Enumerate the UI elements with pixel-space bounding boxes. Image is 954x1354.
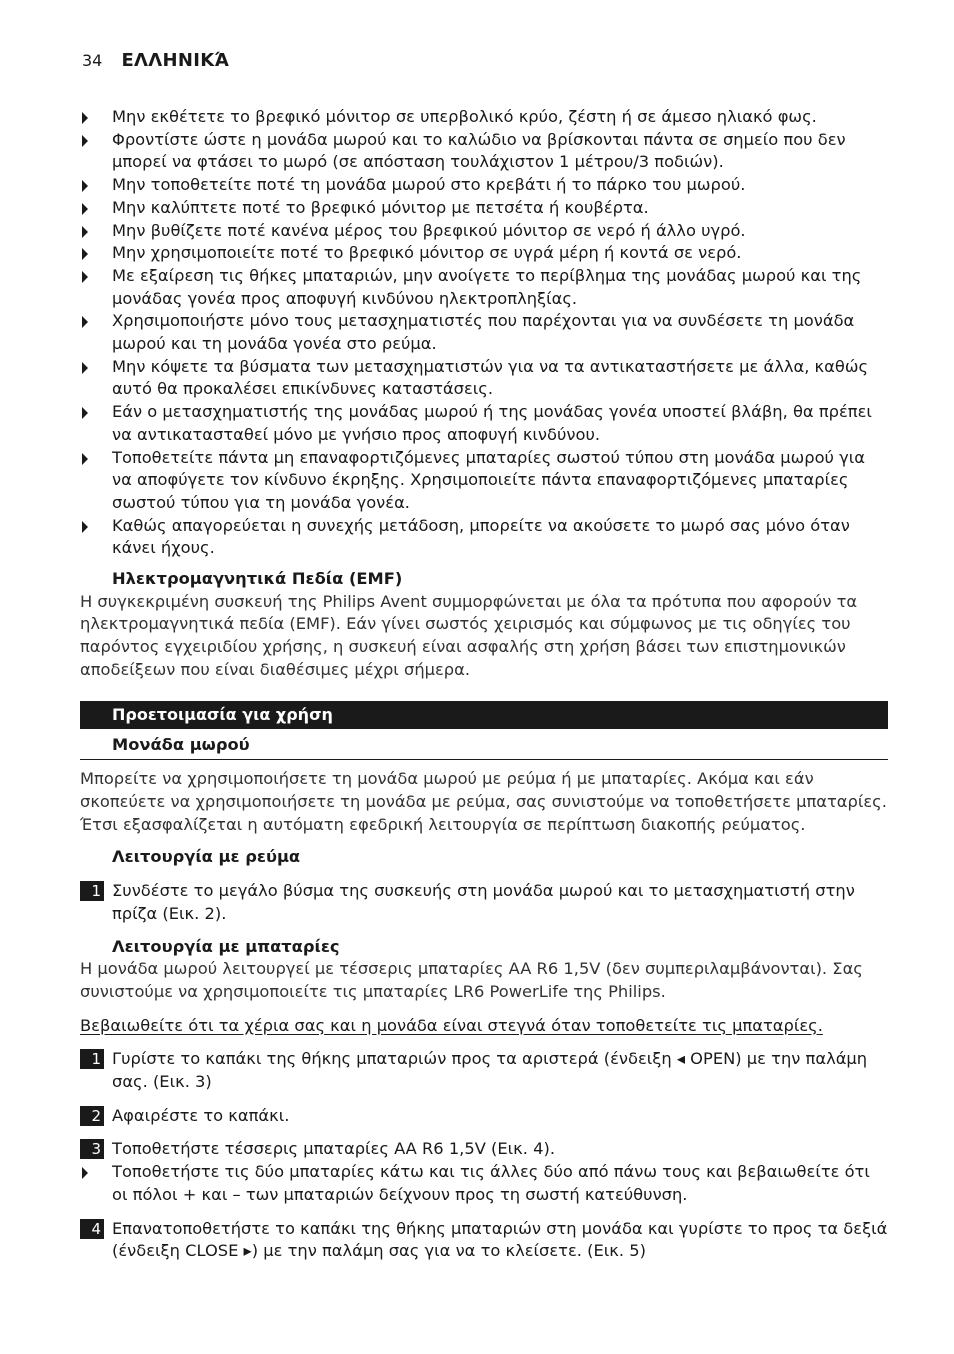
mains-heading: Λειτουργία με ρεύμα: [112, 847, 301, 867]
list-item: Μην κόψετε τα βύσματα των μετασχηματιστών για να τα αντικαταστήσετε με άλλα, καθώς αυτό θα προκαλέσει επικίνδυνες καταστάσεις.: [80, 356, 888, 401]
page-header: [82, 50, 229, 74]
page-number: 34: [82, 51, 103, 70]
section-title: Προετοιμασία για χρήση: [80, 701, 888, 729]
emf-heading: Ηλεκτρομαγνητικά Πεδία (EMF): [112, 569, 403, 589]
bullet-icon: [82, 362, 88, 374]
bullet-icon: [82, 112, 88, 124]
baby-unit-text: Μπορείτε να χρησιμοποιήσετε τη μονάδα μωρού με ρεύμα ή με μπαταρίες. Ακόμα και εάν σκοπεύετε να χρησιμοποιήσετε τη μονάδα με ρεύμα, σας συνιστούμε να τοποθετήσετε μπαταρίες. Έτσι εξασφαλίζεται η αυτόματη εφεδρική λειτουργία σε περίπτωση διακοπής ρεύματος.: [80, 769, 887, 834]
battery-warning: Βεβαιωθείτε ότι τα χέρια σας και η μονάδα είναι στεγνά όταν τοποθετείτε τις μπαταρίες.: [80, 1015, 823, 1035]
bullet-icon: [82, 203, 88, 215]
step-text: Αφαιρέστε το καπάκι.: [112, 1105, 290, 1125]
emf-text: Η συγκεκριμένη συσκευή της Philips Avent συμμορφώνεται με όλα τα πρότυπα που αφορούν τα ηλεκτρομαγνητικά πεδία (EMF). Εάν γίνει σωστός χειρισμός και σύμφωνος με τις οδηγίες του παρόντος εγχειριδίου χρήσης, η συσκευή είναι ασφαλής στη χρήση βάσει των επιστημονικών αποδείξεων που είναι διαθέσιμες μέχρι σήμερα.: [80, 591, 858, 679]
language-title: ΕΛΛΗΝΙΚΆ: [121, 50, 230, 71]
step-number: 1: [80, 881, 104, 901]
battery-step-4: [80, 1218, 888, 1263]
list-item: Με εξαίρεση τις θήκες μπαταριών, μην ανοίγετε το περίβλημα της μονάδας μωρού και της μονάδας γονέα προς αποφυγή κινδύνου ηλεκτροπληξίας.: [80, 265, 888, 310]
baby-unit-heading: Μονάδα μωρού: [80, 734, 888, 761]
list-item: Καθώς απαγορεύεται η συνεχής μετάδοση, μπορείτε να ακούσετε το μωρό σας μόνο όταν κάνει ήχους.: [80, 515, 888, 560]
page-content: [80, 106, 888, 1263]
list-item: Μην εκθέτετε το βρεφικό μόνιτορ σε υπερβολικό κρύο, ζέστη ή σε άμεσο ηλιακό φως.: [80, 106, 888, 129]
bullet-icon: [82, 1167, 88, 1179]
bullet-icon: [82, 521, 88, 533]
bullet-icon: [82, 248, 88, 260]
list-item: Τοποθετείτε πάντα μη επαναφορτιζόμενες μπαταρίες σωστού τύπου στη μονάδα μωρού για να αποφύγετε τον κίνδυνο έκρηξης. Χρησιμοποιείτε πάντα επαναφορτιζόμενες μπαταρίες σωστού τύπου για τη μονάδα γονέα.: [80, 447, 888, 515]
mains-step: [80, 880, 888, 925]
step-text: Επανατοποθετήστε το καπάκι της θήκης μπαταριών στη μονάδα και γυρίστε το προς τα δεξιά (ένδειξη CLOSE ▸) με την παλάμη σας για να το κλείσετε. (Εικ. 5): [112, 1218, 888, 1261]
battery-text: Η μονάδα μωρού λειτουργεί με τέσσερις μπαταρίες AA R6 1,5V (δεν συμπεριλαμβάνονται). Σας συνιστούμε να χρησιμοποιείτε τις μπαταρίες LR6 PowerLife της Philips.: [80, 959, 863, 1001]
bullet-icon: [82, 316, 88, 328]
battery-step-1: [80, 1048, 888, 1093]
bullet-icon: [82, 407, 88, 419]
bullet-icon: [82, 226, 88, 238]
safety-list: [80, 106, 888, 560]
list-item: Μην τοποθετείτε ποτέ τη μονάδα μωρού στο κρεβάτι ή το πάρκο του μωρού.: [80, 174, 888, 197]
list-item: Φροντίστε ώστε η μονάδα μωρού και το καλώδιο να βρίσκονται πάντα σε σημείο που δεν μπορεί να φτάσει το μωρό (σε απόσταση τουλάχιστον 1 μέτρου/3 ποδιών).: [80, 129, 888, 174]
step-number: 1: [80, 1049, 104, 1069]
battery-step-3: [80, 1138, 888, 1161]
step-number: 4: [80, 1219, 104, 1239]
list-item: Τοποθετήστε τις δύο μπαταρίες κάτω και τις άλλες δύο από πάνω τους και βεβαιωθείτε ότι οι πόλοι + και – των μπαταριών δείχνουν προς τη σωστή κατεύθυνση.: [80, 1161, 888, 1206]
step-text: Τοποθετήστε τέσσερις μπαταρίες AA R6 1,5V (Εικ. 4).: [112, 1139, 556, 1159]
bullet-icon: [82, 271, 88, 283]
step3-notes: [80, 1161, 888, 1206]
bullet-icon: [82, 453, 88, 465]
list-item: Χρησιμοποιήστε μόνο τους μετασχηματιστές που παρέχονται για να συνδέσετε τη μονάδα μωρού και τη μονάδα γονέα στο ρεύμα.: [80, 310, 888, 355]
step-text: Συνδέστε το μεγάλο βύσμα της συσκευής στη μονάδα μωρού και το μετασχηματιστή στην πρίζα (Εικ. 2).: [112, 881, 855, 923]
battery-step-2: [80, 1105, 888, 1128]
bullet-icon: [82, 135, 88, 147]
bullet-icon: [82, 180, 88, 192]
step-number: 2: [80, 1106, 104, 1126]
list-item: Εάν ο μετασχηματιστής της μονάδας μωρού ή της μονάδας γονέα υποστεί βλάβη, θα πρέπει να αντικατασταθεί μόνο με γνήσιο προς αποφυγή κινδύνου.: [80, 401, 888, 446]
step-text: Γυρίστε το καπάκι της θήκης μπαταριών προς τα αριστερά (ένδειξη ◂ OPEN) με την παλάμη σας. (Εικ. 3): [112, 1049, 868, 1092]
list-item: Μην βυθίζετε ποτέ κανένα μέρος του βρεφικού μόνιτορ σε νερό ή άλλο υγρό.: [80, 220, 888, 243]
step-number: 3: [80, 1139, 104, 1159]
list-item: Μην χρησιμοποιείτε ποτέ το βρεφικό μόνιτορ σε υγρά μέρη ή κοντά σε νερό.: [80, 242, 888, 265]
battery-heading: Λειτουργία με μπαταρίες: [112, 936, 340, 956]
list-item: Μην καλύπτετε ποτέ το βρεφικό μόνιτορ με πετσέτα ή κουβέρτα.: [80, 197, 888, 220]
